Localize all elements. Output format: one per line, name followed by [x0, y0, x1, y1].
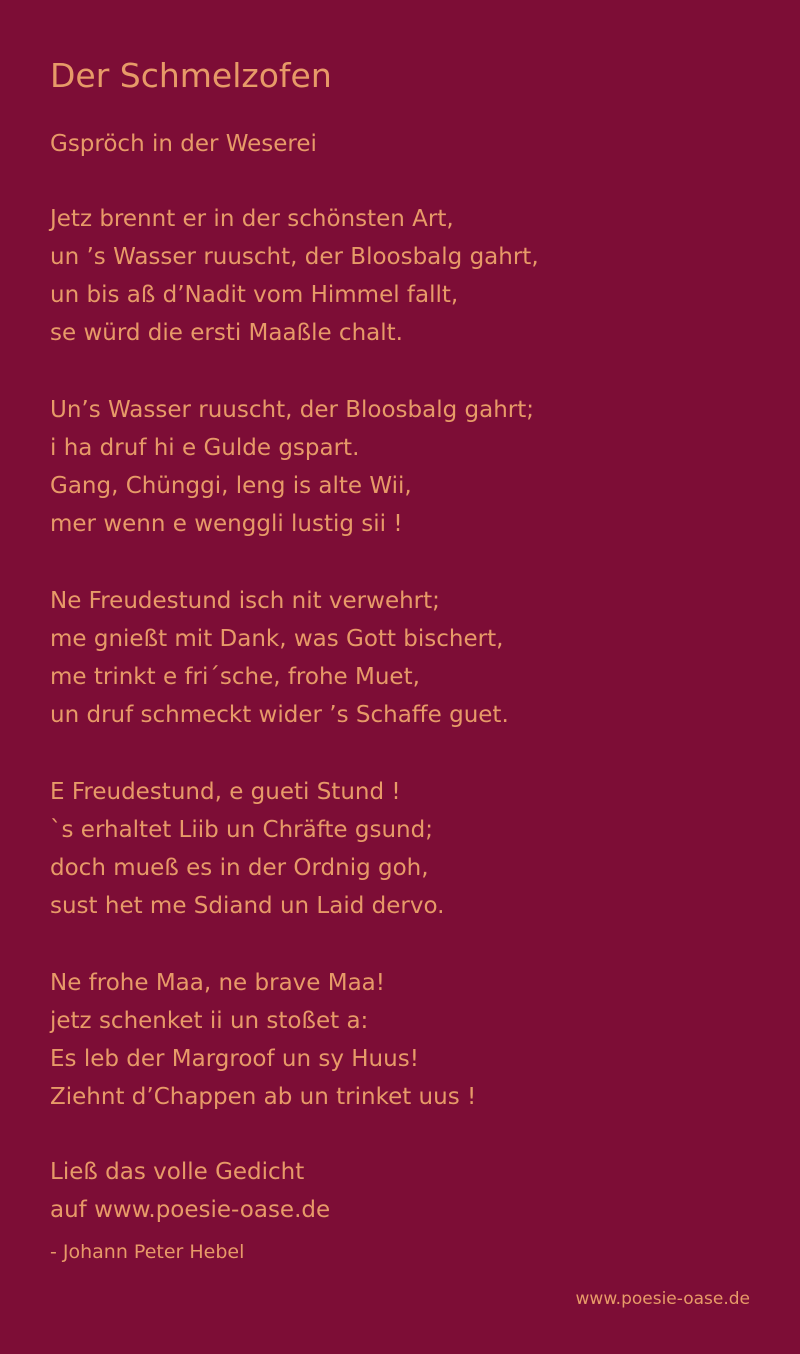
poem-line: Es leb der Margroof un sy Huus! [50, 1046, 419, 1072]
poem-line: `s erhaltet Liib un Chräfte gsund; [50, 817, 433, 843]
stanza-2 [50, 391, 750, 543]
poem-line: me trinkt e fri´sche, frohe Muet, [50, 664, 420, 690]
stanza-3 [50, 582, 750, 734]
poem-line: Ne Freudestund isch nit verwehrt; [50, 588, 440, 614]
poem-line: Ziehnt d’Chappen ab un trinket uus ! [50, 1084, 477, 1110]
stanza-1 [50, 200, 750, 352]
stanza-5 [50, 964, 750, 1116]
poem-line: Jetz brennt er in der schönsten Art, [50, 206, 454, 232]
poem-line: sust het me Sdiand un Laid dervo. [50, 893, 445, 919]
poem-title: Der Schmelzofen [50, 56, 332, 95]
stanza-4 [50, 773, 750, 925]
poem-card [50, 0, 750, 1354]
poem-line: doch mueß es in der Ordnig goh, [50, 855, 429, 881]
poem-line: un bis aß d’Nadit vom Himmel fallt, [50, 282, 459, 308]
poem-line: mer wenn e wenggli lustig sii ! [50, 511, 403, 537]
poem-line: E Freudestund, e gueti Stund ! [50, 779, 401, 805]
poem-line: Un’s Wasser ruuscht, der Bloosbalg gahrt; [50, 397, 535, 423]
poem-line: Ne frohe Maa, ne brave Maa! [50, 970, 385, 996]
poem-line: se würd die ersti Maaßle chalt. [50, 320, 403, 346]
poem-line: un druf schmeckt wider ’s Schaffe guet. [50, 702, 509, 728]
site-watermark: www.poesie-oase.de [575, 1289, 750, 1309]
poem-line: jetz schenket ii un stoßet a: [50, 1008, 369, 1034]
poem-line: un ’s Wasser ruuscht, der Bloosbalg gahrt, [50, 244, 539, 270]
cta-website-line: auf www.poesie-oase.de [50, 1197, 331, 1223]
author-credit: - Johann Peter Hebel [50, 1241, 245, 1263]
cta-line: Ließ das volle Gedicht [50, 1159, 305, 1185]
poem-line: Gang, Chünggi, leng is alte Wii, [50, 473, 412, 499]
poem-line: i ha druf hi e Gulde gspart. [50, 435, 360, 461]
poem-line: me gnießt mit Dank, was Gott bischert, [50, 626, 504, 652]
poem-subtitle: Gspröch in der Weserei [50, 131, 317, 157]
read-full-poem-cta [50, 1153, 750, 1229]
